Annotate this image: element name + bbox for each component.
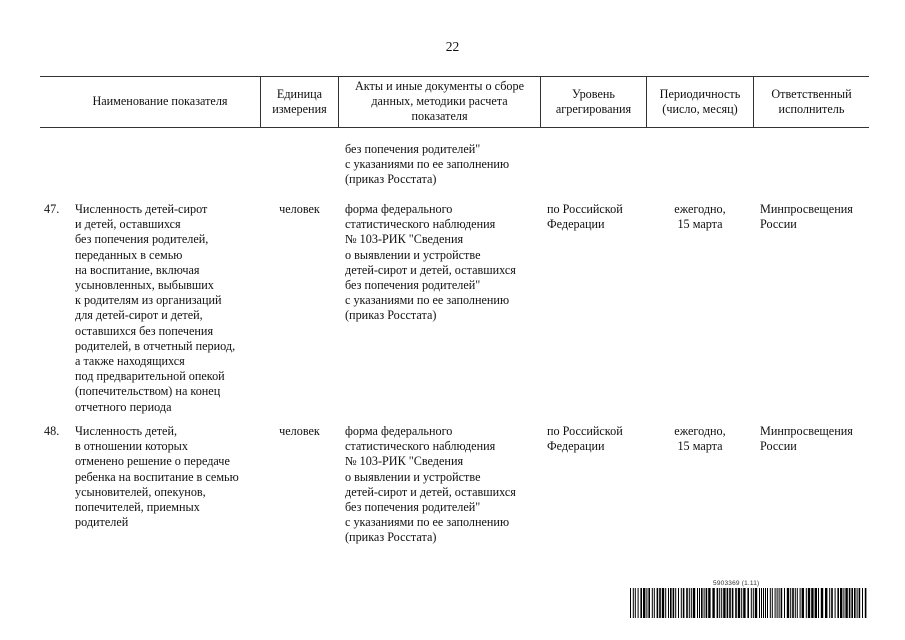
periodicity: ежегодно, 15 марта — [674, 424, 726, 454]
indicator-name: Численность детей-сирот и детей, оставшихся без попечения родителей, переданных в семью на воспитание, включая усыновленных, выбывших к родителям из организаций для детей-сирот и детей, оставшихся без попечения родителей, в отчетный период, а также находящихся под предварительной опекой (попечительством) на конец отчетного периода — [75, 202, 236, 414]
header-period: Периодичность (число, месяц) — [659, 86, 741, 116]
unit: человек — [279, 424, 320, 438]
barcode-icon — [630, 588, 867, 618]
page-number: 22 — [445, 39, 460, 54]
row-number: 48. — [44, 424, 60, 438]
indicator-name: Численность детей, в отношении которых отменено решение о передаче ребенка на воспитание в семью усыновителей, опекунов, попечителей, приемных родителей — [75, 424, 239, 530]
responsible-executor: Минпросвещения России — [760, 424, 853, 454]
periodicity: ежегодно, 15 марта — [674, 202, 726, 232]
header-name: Наименование показателя — [92, 94, 228, 108]
aggregation-level: по Российской Федерации — [547, 424, 623, 454]
barcode-block — [630, 580, 867, 618]
unit: человек — [279, 202, 320, 216]
aggregation-level: по Российской Федерации — [547, 202, 623, 232]
row-number: 47. — [44, 202, 60, 216]
header-acts: Акты и иные документы о сборе данных, методики расчета показателя — [354, 79, 525, 123]
responsible-executor: Минпросвещения России — [760, 202, 853, 232]
acts-documents: форма федерального статистического наблюдения № 103-РИК "Сведения о выявлении и устройстве детей-сирот и детей, оставшихся без попечения родителей" с указаниями по ее заполнению (приказ Росстата) — [345, 424, 516, 545]
header-unit: Единица измерения — [272, 86, 327, 116]
continuation-acts: без попечения родителей" с указаниями по ее заполнению (приказ Росстата) — [345, 142, 510, 187]
header-level: Уровень агрегирования — [555, 86, 632, 116]
table-header-bottom-rule — [40, 127, 869, 128]
header-responsible: Ответственный исполнитель — [771, 86, 852, 116]
barcode-number: 5903369 (1.11) — [713, 580, 760, 587]
acts-documents: форма федерального статистического наблюдения № 103-РИК "Сведения о выявлении и устройстве детей-сирот и детей, оставшихся без попечения родителей" с указаниями по ее заполнению (приказ Росстата) — [345, 202, 516, 323]
